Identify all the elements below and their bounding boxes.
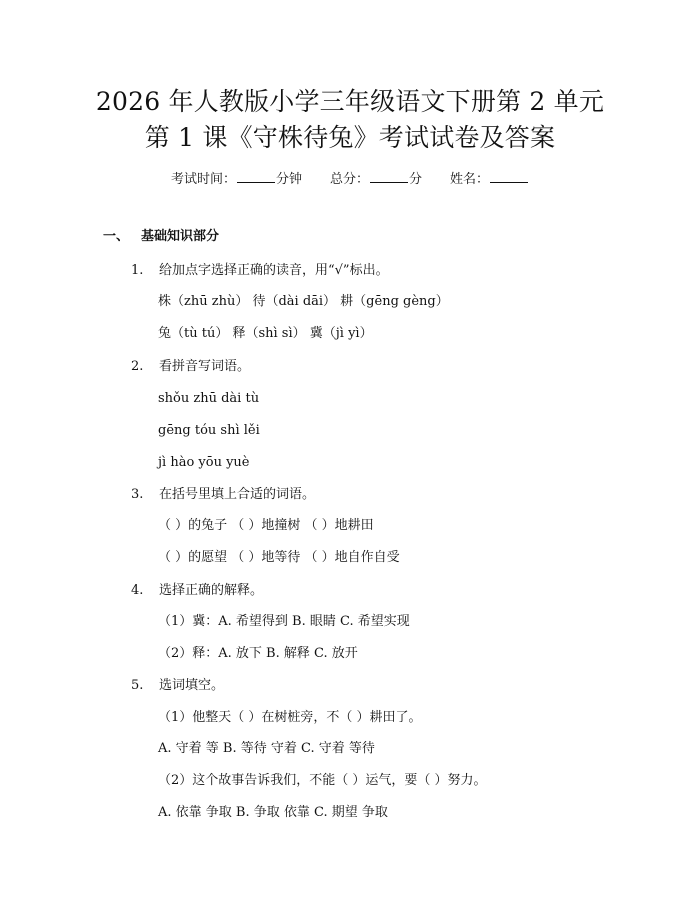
section-number: 一、	[103, 229, 130, 244]
section-heading	[103, 228, 219, 246]
question-4-line-2: （2）释：A. 放下 B. 解释 C. 放开	[158, 646, 358, 661]
question-2-line-3: jì hào yōu yuè	[158, 455, 250, 470]
question-number: 1.	[131, 263, 144, 278]
question-2-line-1: shǒu zhū dài tù	[158, 391, 260, 406]
question-1-line-1: 株（zhū zhù） 待（dài dāi） 耕（gēng gèng）	[158, 294, 449, 309]
document-title-line-2: 第 1 课《守株待兔》考试试卷及答案	[144, 123, 556, 152]
question-text: 选词填空。	[159, 678, 225, 693]
question-3-line-1: （ ）的兔子 （ ）地撞树 （ ）地耕田	[158, 518, 374, 533]
question-2-line-2: gēng tóu shì lěi	[158, 423, 260, 438]
question-text: 选择正确的解释。	[159, 583, 264, 598]
question-4-line-1: （1）冀：A. 希望得到 B. 眼睛 C. 希望实现	[158, 614, 410, 629]
question-2	[131, 358, 250, 376]
question-number: 3.	[131, 487, 144, 502]
student-name-label: 姓名：	[450, 172, 490, 187]
question-text: 在括号里填上合适的词语。	[159, 487, 316, 502]
question-3-line-2: （ ）的愿望 （ ）地等待 （ ）地自作自受	[158, 550, 400, 565]
question-text: 给加点字选择正确的读音，用“√”标出。	[159, 263, 389, 278]
exam-score-blank	[370, 170, 408, 183]
question-number: 2.	[131, 359, 144, 374]
question-1-line-2: 兔（tù tú） 释（shì sì） 冀（jì yì）	[158, 326, 373, 341]
exam-info-row	[0, 168, 700, 187]
question-5-line-3: （2）这个故事告诉我们，不能（ ）运气，要（ ）努力。	[158, 773, 487, 788]
section-title: 基础知识部分	[141, 229, 220, 244]
exam-score-unit: 分	[409, 172, 423, 187]
exam-time-label: 考试时间：	[170, 172, 236, 187]
question-5-line-2: A. 守着 等 B. 等待 守着 C. 守着 等待	[158, 741, 375, 756]
question-number: 4.	[131, 583, 144, 598]
exam-score-label: 总分：	[329, 172, 369, 187]
question-number: 5.	[131, 678, 144, 693]
question-5-line-4: A. 依靠 争取 B. 争取 依靠 C. 期望 争取	[158, 805, 388, 820]
exam-time-unit: 分钟	[275, 172, 302, 187]
exam-time-blank	[237, 170, 275, 183]
question-5	[131, 677, 224, 695]
student-name-blank	[490, 170, 528, 183]
question-5-line-1: （1）他整天（ ）在树桩旁，不（ ）耕田了。	[158, 710, 422, 725]
question-4	[131, 582, 263, 600]
question-3	[131, 486, 315, 504]
document-title-line-1: 2026 年人教版小学三年级语文下册第 2 单元	[95, 87, 605, 116]
question-1	[131, 262, 389, 280]
question-text: 看拼音写词语。	[159, 359, 251, 374]
